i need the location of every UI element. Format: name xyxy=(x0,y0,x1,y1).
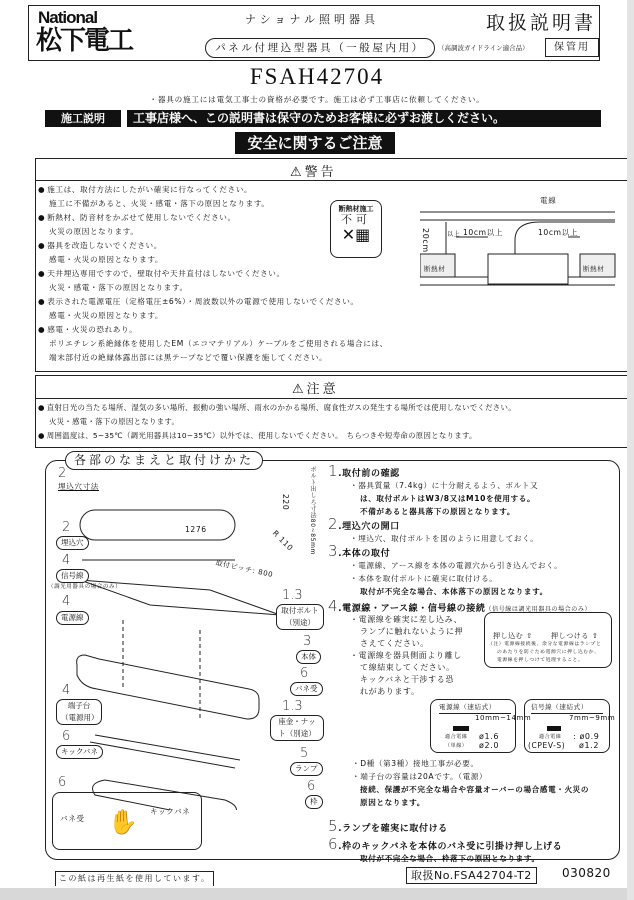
hand-icon: ✋ xyxy=(108,808,138,836)
safety-title: 安全に関するご注意 xyxy=(235,132,395,154)
signal-wire-title: 信号線（速結式） xyxy=(531,701,603,714)
warning-line: ● 天井埋込専用ですので、壁取付や天井直付はしないでください。 xyxy=(38,267,388,281)
gap-label-left: 10cm以上 xyxy=(463,228,504,237)
scan-border xyxy=(0,888,634,900)
step-title: .埋込穴の開口 xyxy=(338,522,400,532)
pitch-dimension: 取付ピッチ: 800 xyxy=(214,558,274,580)
wire-end-icon xyxy=(453,726,469,731)
step-title: .本体の取付 xyxy=(338,549,391,559)
power-wire-spec xyxy=(430,699,532,753)
parts-title: 各部のなまえと取付けかた xyxy=(65,451,263,470)
callout-number: 6 xyxy=(307,779,316,794)
callout-mounting-bolt: 取付ボルト（別途） xyxy=(276,604,324,630)
push-note: のあたりを防ぐため電源穴に押し込むか、 xyxy=(497,650,600,655)
callout-spring-receiver: バネ受 xyxy=(290,682,323,696)
caution-line: ● 周囲温度は、5~35℃（調光用器具は10~35℃）以外では、使用しないでください。 ちらつきや短寿命の原因となります。 xyxy=(38,429,516,443)
fit-label: 適合電線 xyxy=(445,734,468,740)
callout-signal-wire: 信号線 xyxy=(56,569,89,583)
warning-line: 火災の原因となります。 xyxy=(49,227,139,236)
warning-line: ● 断熱材、防音材をかぶせて使用しないでください。 xyxy=(38,211,388,225)
qualification-note: ・器具の施工には電気工事士の資格が必要です。施工は必ず工事店に依頼してください。 xyxy=(149,95,485,104)
scan-border xyxy=(627,0,634,900)
warning-line: ポリエチレン系絶縁体を使用したEM（エコマテリアル）ケーブルをご使用される場合には、 xyxy=(49,339,388,348)
step-line: 不備があると器具落下の原因となります。 xyxy=(360,507,516,516)
warning-triangle-icon: ⚠ xyxy=(290,165,305,180)
gap-label-right: 10cm以上 xyxy=(538,228,579,237)
arrow-up-icon: ⇧ xyxy=(523,632,533,640)
step-line: は、取付ボルトはW3/8又はM10を使用する。 xyxy=(360,494,536,503)
keep-label: 保管用 xyxy=(545,38,599,57)
compliance-label: （高調波ガイドライン適合品） xyxy=(438,44,529,52)
step-line: 取付が不完全な場合、枠落下の原因となります。 xyxy=(360,854,540,863)
divider xyxy=(36,180,629,181)
step-line: ランプに触れないように押 xyxy=(360,627,464,636)
step-number: 3 xyxy=(328,542,339,560)
height-label: 20cm xyxy=(421,228,430,253)
warning-line: ● 施工は、取付方法にしたがい確実に行なってください。 xyxy=(38,183,388,197)
warning-line: 感電・火災の原因となります。 xyxy=(49,255,164,264)
callout-hole: 埋込穴 xyxy=(56,536,89,550)
callout-power-wire: 電源線 xyxy=(56,611,89,625)
warning-line: ● 器具を改造しないでください。 xyxy=(38,239,388,253)
caution-line: ● 直射日光の当たる場所、湿気の多い場所、振動の強い場所、雨水のかかる場所、腐食性ガスの発生する場所では使用しないでください。 xyxy=(38,401,516,415)
callout-number: 4 xyxy=(62,683,71,698)
model-number: FSAH42704 xyxy=(249,64,385,89)
step-line: ・電源線を確実に差し込み、 xyxy=(350,615,463,624)
radius-dimension: R 110 xyxy=(270,528,296,553)
step-number: 1 xyxy=(328,462,339,480)
signal-wire-note: （調光用器具の場合のみ） xyxy=(48,584,122,590)
document-number: 取扱No.FSA42704-T2 xyxy=(406,867,537,884)
category-label: パネル付埋込型器具（一般屋内用） xyxy=(205,38,435,58)
brand-logo-jp: 松下電工 xyxy=(36,26,133,56)
icon-title: 断熱材施工 xyxy=(338,205,374,213)
caution-line: 火災・感電・落下の原因となります。 xyxy=(49,417,180,426)
press-text: 押しつける xyxy=(551,632,589,640)
doc-title: 取扱説明書 xyxy=(486,12,597,34)
step-line: れがあります。 xyxy=(360,687,420,696)
no-insulation-icon xyxy=(330,200,382,258)
document-date: 030820 xyxy=(562,866,611,880)
step4-note: ・D種（第3種）接地工事が必要。 xyxy=(352,759,479,768)
wire-label: 電線 xyxy=(540,196,557,205)
detail-kick-spring: キックバネ xyxy=(150,807,191,816)
cross-mark-icon: ✕▦ xyxy=(341,225,371,244)
step-line: ・器具質量（7.4kg）に十分耐えるよう、ボルト又 xyxy=(350,481,539,490)
install-notice: 工事店様へ、この説明書は保守のためお客様に必ずお渡しください。 xyxy=(127,110,601,127)
callout-number: 4 xyxy=(62,594,71,609)
step-line: さえてください。 xyxy=(360,639,429,648)
callout-frame: 枠 xyxy=(305,795,323,809)
push-in-text: 押し込む xyxy=(493,632,524,640)
power-wire-strip-length: 10mm~14mm xyxy=(475,714,532,722)
warning-heading xyxy=(290,161,337,180)
callout-number: 3 xyxy=(303,634,312,649)
signal-wire-diameter-2: ø1.2 xyxy=(579,741,600,750)
warning-line: ● 表示された電源電圧（定格電圧±6%）・周波数以外の電源で使用しないでください。 xyxy=(38,295,388,309)
step4-note: 原因となります。 xyxy=(360,798,425,807)
icon-sub: 不可 xyxy=(341,213,371,226)
callout-number: 2 xyxy=(58,466,67,481)
push-detail-box xyxy=(484,612,612,668)
exploded-diagram xyxy=(40,470,330,810)
push-note: 電源線を押しつけて処理すること。 xyxy=(497,658,584,663)
warning-line: 火災・感電・落下の原因となります。 xyxy=(49,283,188,292)
step-number: 6 xyxy=(328,835,339,853)
callout-number: 5 xyxy=(300,746,309,761)
callout-number: 1.3 xyxy=(282,588,303,603)
step-line: キックバネと干渉する恐 xyxy=(360,675,454,684)
brand-logo: National xyxy=(38,8,98,27)
callout-kick-spring: キックバネ xyxy=(56,745,103,759)
step-title: .枠のキックバネを本体のバネ受に引掛け押し上げる xyxy=(338,842,563,852)
step-number: 5 xyxy=(328,817,339,835)
install-label: 施工説明 xyxy=(45,110,121,127)
width-dimension: 1276 xyxy=(185,525,207,534)
step-title: .ランプを確実に取付ける xyxy=(338,824,448,834)
single-label: （単線） xyxy=(445,743,468,749)
caution-triangle-icon: ⚠ xyxy=(292,382,307,397)
callout-number: 2 xyxy=(62,520,71,535)
step-line: 取付が不完全な場合、本体落下の原因となります。 xyxy=(360,587,548,596)
bolt-length-dimension: ボルト出しろ寸法80~85mm xyxy=(309,466,316,555)
fit-label: 適合電線 xyxy=(539,734,562,740)
callout-number: 6 xyxy=(62,729,71,744)
power-wire-diameter-2: ø2.0 xyxy=(479,741,500,750)
signal-wire-type: (CPEV-S) xyxy=(528,741,566,750)
power-wire-diameter-1: ø1.6 xyxy=(479,732,500,741)
hole-dimension-label: 埋込穴寸法 xyxy=(58,482,99,491)
insulation-label-left: 断熱材 xyxy=(424,265,446,273)
step-line: ・電源線、アース線を本体の電源穴から引き込んでおく。 xyxy=(350,561,563,570)
detail-spring-receiver: バネ受 xyxy=(60,814,85,823)
warning-line: ● 感電・火災の恐れあり。 xyxy=(38,323,388,337)
callout-number: 1.3 xyxy=(282,699,303,714)
step-line: ・埋込穴、取付ボルトを図のように用意しておく。 xyxy=(350,534,539,543)
caution-list xyxy=(38,401,516,443)
callout-number: 4 xyxy=(62,553,71,568)
signal-wire-strip-length: 7mm~9mm xyxy=(569,714,616,722)
height-note: 以上 xyxy=(447,231,461,238)
arrow-up-icon: ⇧ xyxy=(589,632,599,640)
divider xyxy=(36,398,629,399)
callout-number: 6 xyxy=(58,775,67,790)
caution-title: 注意 xyxy=(306,382,339,397)
recycled-paper-note: この紙は再生紙を使用しています。 xyxy=(55,871,214,886)
warning-line: 端末部付近の絶縁体露出部には黒テープなどで覆い保護を施してください。 xyxy=(49,353,328,362)
callout-number: 6 xyxy=(300,666,309,681)
step-number: 4 xyxy=(328,597,339,615)
warning-title: 警告 xyxy=(304,165,337,180)
push-note: （注）電源線接続後、余分な電源線はランプと xyxy=(488,642,602,647)
main-body xyxy=(77,655,259,719)
caution-heading xyxy=(292,378,339,397)
callout-terminal-block: 端子台（電源用） xyxy=(56,699,102,725)
step-line: ・電源線を器具側面より離し xyxy=(350,651,462,660)
callout-washer-nut: 座金・ナット（別途） xyxy=(270,715,324,741)
step4-note: 接続、保護が不完全な場合や容量オーバーの場合感電・火災の xyxy=(360,785,590,794)
step-line: ・本体を取付ボルトに確実に取付ける。 xyxy=(350,574,498,583)
signal-wire-spec xyxy=(524,699,616,753)
step-title: .取付前の確認 xyxy=(338,469,400,479)
step-number: 2 xyxy=(328,515,339,533)
insulation-label-right: 断熱材 xyxy=(583,265,605,273)
warning-line: 感電・火災の原因となります。 xyxy=(49,311,164,320)
step-title: .電源線・アース線・信号線の接続 xyxy=(338,604,486,614)
warning-line: 施工に不備があると、火災・感電・落下の原因となります。 xyxy=(49,199,270,208)
step-heading xyxy=(328,818,448,837)
callout-lamp: ランプ xyxy=(290,762,323,776)
step-note: （信号線は調光用器具の場合のみ） xyxy=(485,606,592,613)
step4-extra-notes xyxy=(352,757,589,809)
callout-body: 本体 xyxy=(296,650,321,664)
product-line: ナショナル照明器具 xyxy=(245,13,380,26)
height-dimension: 220 xyxy=(281,494,290,511)
signal-wire-diameter-1: : ø0.9 xyxy=(573,732,600,741)
wire-end-icon xyxy=(547,726,561,731)
step4-note: ・端子台の容量は20Aです。（電源） xyxy=(352,772,488,781)
step-line: て線結束してください。 xyxy=(360,663,455,672)
power-wire-title: 電源線（速結式） xyxy=(439,701,511,714)
ceiling-clearance-diagram xyxy=(420,192,620,292)
